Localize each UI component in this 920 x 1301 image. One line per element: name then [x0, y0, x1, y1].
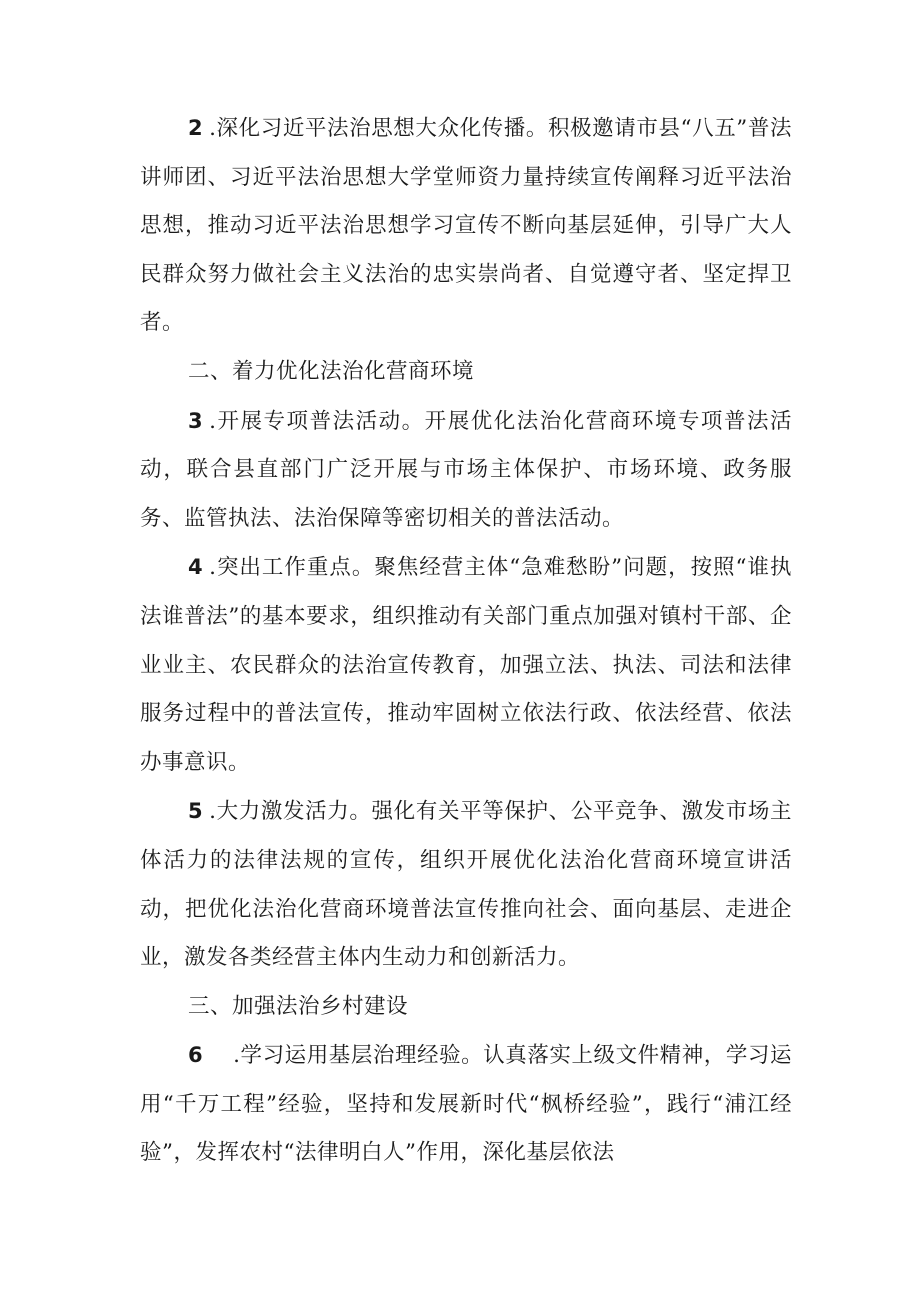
paragraph-text: .学习运用基层治理经验。认真落实上级文件精神，学习运用“千万工程”经验，坚持和发展新时代“枫桥经验”，践行“浦江经验”，发挥农村“法律明白人”作用，深化基层依法	[140, 1043, 792, 1166]
item-number: 2	[188, 116, 204, 140]
paragraph-item-2	[140, 104, 792, 348]
paragraph-text: .突出工作重点。聚焦经营主体“急难愁盼”问题，按照“谁执法谁普法”的基本要求，组织推动有关部门重点加强对镇村干部、企业业主、农民群众的法治宣传教育，加强立法、执法、司法和法律服务过程中的普法宣传，推动牢固树立依法行政、依法经营、依法办事意识。	[140, 555, 792, 775]
paragraph-text: .开展专项普法活动。开展优化法治化营商环境专项普法活动，联合县直部门广泛开展与市场主体保护、市场环境、政务服务、监管执法、法治保障等密切相关的普法活动。	[140, 408, 792, 531]
section-heading-2: 二、着力优化法治化营商环境	[188, 358, 475, 384]
paragraph-text: .大力激发活力。强化有关平等保护、公平竞争、激发市场主体活力的法律法规的宣传，组织开展优化法治化营商环境宣讲活动，把优化法治化营商环境普法宣传推向社会、面向基层、走进企业，激发各类经营主体内生动力和创新活力。	[140, 799, 792, 971]
paragraph-item-4	[140, 543, 792, 787]
paragraph-item-5	[140, 787, 792, 982]
item-number: 3	[188, 408, 204, 433]
paragraph-text: .深化习近平法治思想大众化传播。积极邀请市县“八五”普法讲师团、习近平法治思想大学堂师资力量持续宣传阐释习近平法治思想，推动习近平法治思想学习宣传不断向基层延伸，引导广大人民群众努力做社会主义法治的忠实崇尚者、自觉遵守者、坚定捍卫者。	[140, 116, 792, 336]
section-heading-3: 三、加强法治乡村建设	[188, 993, 409, 1019]
item-number: 6	[188, 1043, 204, 1068]
item-number: 5	[188, 799, 204, 824]
item-number: 4	[188, 555, 204, 580]
paragraph-item-3	[140, 397, 792, 544]
paragraph-item-6	[140, 1031, 792, 1178]
